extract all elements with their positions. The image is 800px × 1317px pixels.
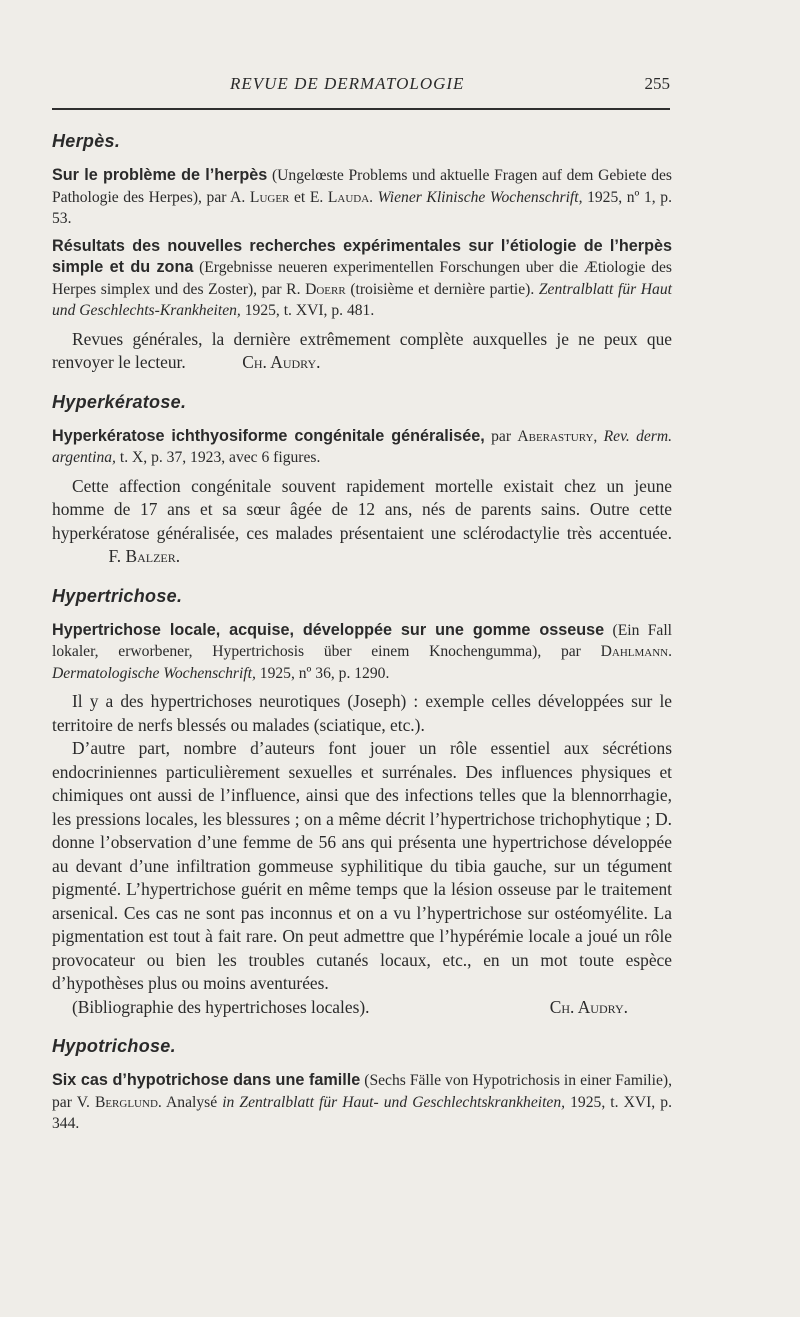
citation-hypotrichose: Six cas d’hypotrichose dans une famille (Sechs Fälle von Hypotrichosis in einer Familie), par V. Berglund. Analysé in Zentralblatt für Haut- und Geschlechtskrankheiten, 1925, t. XVI, p. 344. bbox=[52, 1071, 672, 1132]
citation-title: Six cas d’hypotrichose dans une famille bbox=[52, 1071, 361, 1089]
author-name: Dahlmann. bbox=[600, 643, 672, 660]
section-heading-hypotrichose: Hypotrichose. bbox=[52, 1036, 176, 1056]
journal-name: Wiener Klinische Wochenschrift, bbox=[377, 188, 583, 206]
section-heading-hyperkeratose: Hyperkératose. bbox=[52, 391, 187, 412]
citation-reference: 1925, nº 36, p. 1290. bbox=[259, 664, 390, 682]
citation-hypertrichose: Hypertrichose locale, acquise, développée sur une gomme osseuse (Ein Fall lokaler, erworbener, Hypertrichosis über einem Knochengumma), par Dahlmann. Dermatologische Wochenschrift, 1925, nº 36, p. 1290. bbox=[52, 620, 672, 682]
running-header bbox=[52, 74, 670, 98]
review-hyperkeratose bbox=[52, 475, 672, 569]
reviewer-signature: Ch. Audry. bbox=[549, 996, 628, 1017]
review-text: Cette affection congénitale souvent rapidement mortelle existait chez un jeune homme de 17 ans et sa sœur âgée de 12 ans, nés de parents sains. Outre cette hyperkératose généralisée, ces malades présentaient une sclérodactylie très accentuée. bbox=[52, 475, 672, 543]
review-text: Revues générales, la dernière extrêmement complète auxquelles je ne peux que renvoyer le lecteur. bbox=[52, 328, 672, 372]
citation-hyperkeratose: Hyperkératose ichthyosiforme congénitale généralisée, par Aberastury, Rev. derm. argentina, t. X, p. 37, 1923, avec 6 figures. bbox=[52, 426, 673, 466]
review-paragraph: D’autre part, nombre d’auteurs font jouer un rôle essentiel aux sécrétions endocriniennes particulièrement sexuelles et surrénales. Des influences physiques et chimiques ont aussi de l’influence, ainsi que des infections telles que la blennorrhagie, les pressions locales, les blessures ; on a même décrit l’hypertrichose trichophytique ; D. donne l’observation d’une femme de 56 ans qui présenta une hypertrichose développée au devant d’une infiltration gommeuse syphilitique du tibia gauche, sur un tégument pigmenté. L’hypertrichose guérit en même temps que la lésion osseuse par le traitement arsenical. Ces cas ne sont pas inconnus et on a vu l’hypertrichose sur ostéomyélite. La pigmentation est tout à fait rare. On peut admettre que l’hypérémie locale a joué un rôle provocateur ou bien les troubles cutanés locaux, etc., en un mot toute espèce d’hypothèses plus ou moins aventurées. bbox=[52, 738, 672, 993]
section-heading-hypertrichose: Hypertrichose. bbox=[52, 585, 183, 606]
journal-name: Dermatologische Wochenschrift, bbox=[52, 664, 256, 682]
article-column bbox=[52, 128, 672, 1141]
review-hypertrichose bbox=[52, 690, 672, 1019]
author-name: Lauda. bbox=[327, 188, 374, 206]
section-heading-herpes: Herpès. bbox=[52, 131, 121, 151]
author-name: Aberastury, bbox=[517, 427, 598, 445]
citation-reference: t. X, p. 37, 1923, avec 6 figures. bbox=[119, 449, 321, 466]
citation-reference: 1925, t. XVI, p. 481. bbox=[244, 302, 375, 319]
journal-name: in Zentralblatt für Haut- und Geschlechtskrankheiten, bbox=[222, 1093, 566, 1111]
citation-herpes-2: Résultats des nouvelles recherches expérimentales sur l’étiologie de l’herpès simple et du zona (Ergebnisse neueren experimentellen Forschungen uber die Ætiologie des Herpes simplex und des Zoster), par R. Doerr (troisième et dernière partie). Zentralblatt für Haut und Geschlechts-Krankheiten, 1925, t. XVI, p. 481. bbox=[52, 236, 672, 319]
page-number: 255 bbox=[644, 74, 670, 93]
reviewer-signature: F. Balzer. bbox=[108, 546, 181, 566]
citation-herpes-1: Sur le problème de l’herpès (Ungelœste Problems und aktuelle Fragen auf dem Gebiete des Pathologie des Herpes), par A. Luger et E. Lauda. Wiener Klinische Wochenschrift, 1925, nº 1, p. 53. bbox=[52, 166, 672, 227]
journal-title: REVUE DE DERMATOLOGIE bbox=[230, 74, 465, 93]
reviewer-signature: Ch. Audry. bbox=[242, 352, 321, 372]
author-name: Luger bbox=[249, 188, 290, 206]
review-paragraph: Il y a des hypertrichoses neurotiques (Joseph) : exemple celles développées sur le territoire de nerfs blessés ou malades (sciatique, etc.). bbox=[52, 691, 672, 735]
bibliography-note: (Bibliographie des hypertrichoses locales). bbox=[72, 996, 370, 1017]
citation-reference: 1925, t. XVI, p. 344. bbox=[52, 1093, 672, 1132]
citation-title: Hypertrichose locale, acquise, développée sur une gomme osseuse bbox=[52, 620, 605, 639]
author-name: Doerr bbox=[305, 280, 346, 298]
review-herpes bbox=[52, 328, 672, 375]
citation-title: Résultats des nouvelles recherches expérimentales sur l’étiologie de l’herpès simple et du zona bbox=[52, 236, 672, 276]
author-name: Berglund. bbox=[94, 1093, 162, 1111]
journal-name: Rev. derm. argentina, bbox=[52, 427, 673, 466]
citation-reference: 1925, nº 1, p. 53. bbox=[52, 188, 672, 227]
header-rule bbox=[52, 108, 670, 110]
citation-title: Sur le problème de l’herpès bbox=[52, 166, 268, 184]
citation-title: Hyperkératose ichthyosiforme congénitale généralisée, bbox=[52, 426, 485, 445]
journal-name: Zentralblatt für Haut und Geschlechts-Krankheiten, bbox=[52, 280, 672, 319]
